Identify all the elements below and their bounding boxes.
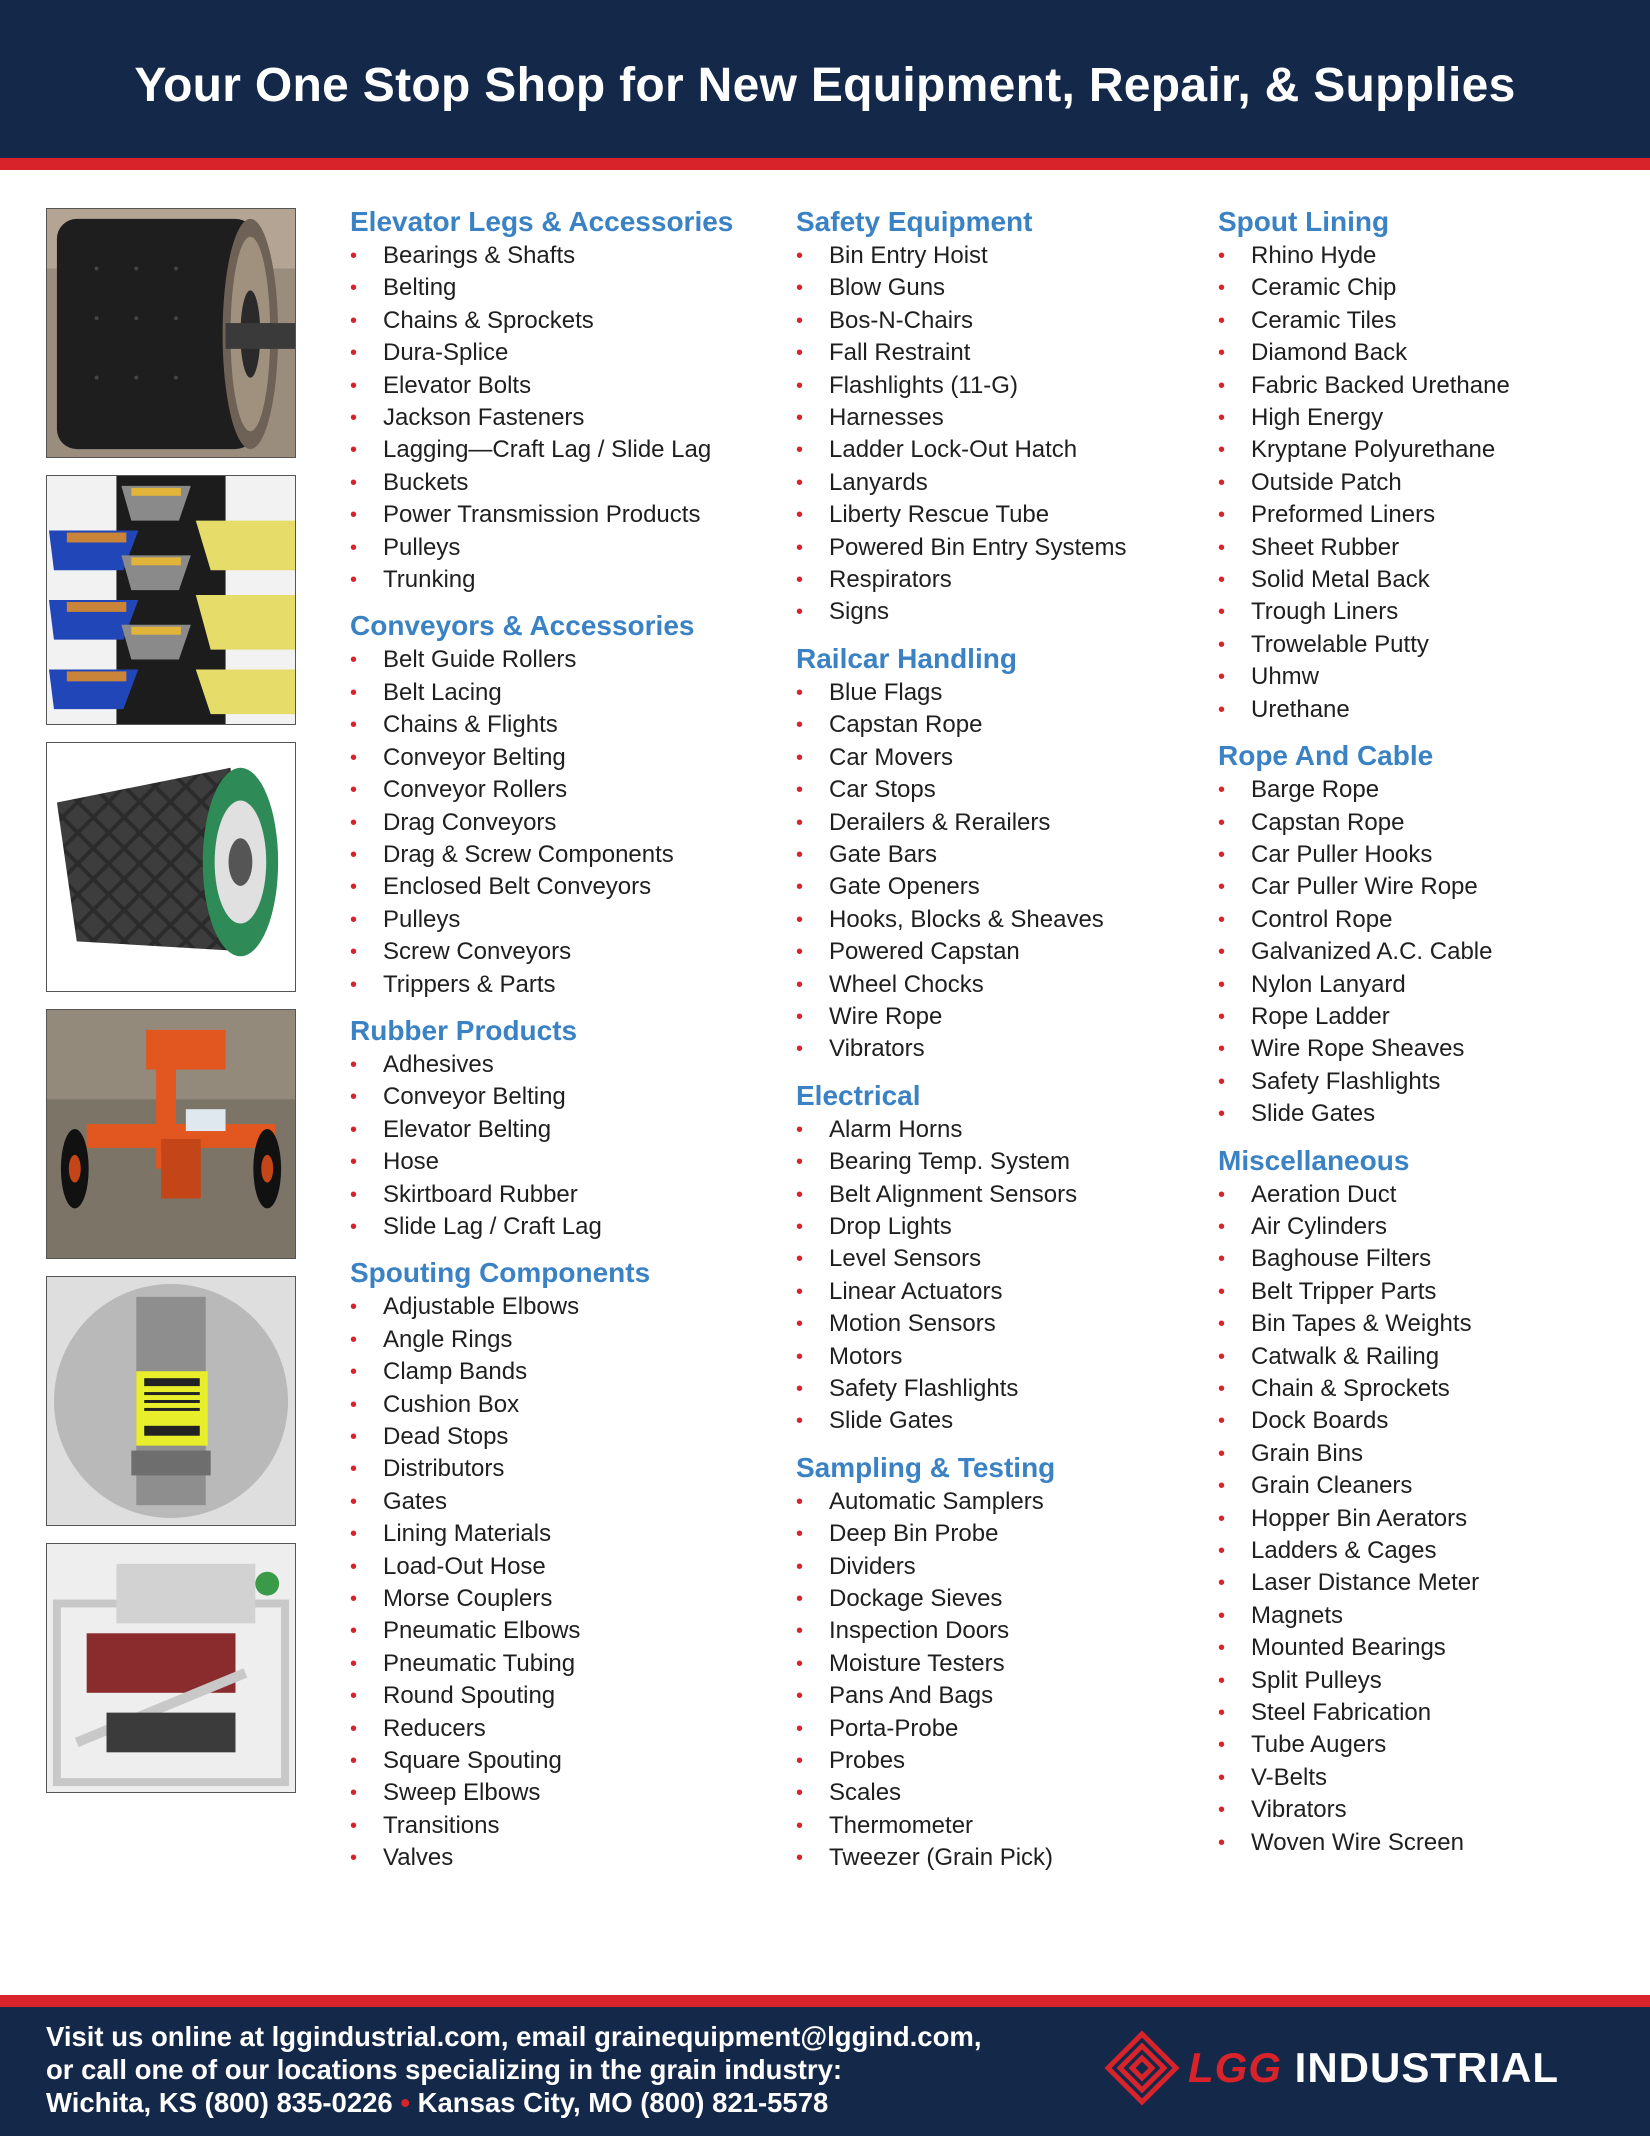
list-item: • Vibrators (796, 1033, 1196, 1065)
list-item: • Grain Cleaners (1218, 1470, 1638, 1502)
list-item: • Gates (350, 1486, 770, 1518)
list-item: • Dividers (796, 1551, 1196, 1583)
list-item: • Load-Out Hose (350, 1551, 770, 1583)
list-item: • Grain Bins (1218, 1438, 1638, 1470)
list-item: • Pulleys (350, 532, 770, 564)
list-item: • Rhino Hyde (1218, 240, 1638, 272)
list-item: • Powered Capstan (796, 936, 1196, 968)
list-item: • Enclosed Belt Conveyors (350, 871, 770, 903)
list-item: • Gate Bars (796, 839, 1196, 871)
list-item: • Preformed Liners (1218, 499, 1638, 531)
section-title: Electrical (796, 1079, 921, 1111)
list-item: • Powered Bin Entry Systems (796, 532, 1196, 564)
list-item: • Moisture Testers (796, 1648, 1196, 1680)
list-item: • Blue Flags (796, 677, 1196, 709)
list-item: • Slide Lag / Craft Lag (350, 1211, 770, 1243)
list-item: • Nylon Lanyard (1218, 969, 1638, 1001)
section-title: Conveyors & Accessories (350, 610, 695, 642)
list-item: • Hopper Bin Aerators (1218, 1503, 1638, 1535)
list-item: • Sheet Rubber (1218, 532, 1638, 564)
list-item: • Elevator Bolts (350, 370, 770, 402)
section-item-list (350, 1049, 770, 1243)
elevator-buckets-photo (46, 475, 296, 725)
list-item: • Capstan Rope (796, 709, 1196, 741)
list-item: • Belt Alignment Sensors (796, 1179, 1196, 1211)
section-title: Spout Lining (1218, 206, 1390, 237)
list-item: • Car Movers (796, 742, 1196, 774)
list-item: • Galvanized A.C. Cable (1218, 936, 1638, 968)
list-item: • Dura-Splice (350, 337, 770, 369)
location-wichita: Wichita, KS (800) 835-0226 (46, 2087, 393, 2118)
page-title: Your One Stop Shop for New Equipment, Repair, & Supplies (134, 58, 1516, 112)
list-item: • Safety Flashlights (796, 1373, 1196, 1405)
list-item: • Valves (350, 1842, 770, 1874)
list-item: • Vibrators (1218, 1794, 1638, 1826)
list-item: • Catwalk & Railing (1218, 1341, 1638, 1373)
list-item: • Gate Openers (796, 871, 1196, 903)
logo-brand-text: LGG (1188, 2044, 1282, 2091)
list-item: • Rope Ladder (1218, 1001, 1638, 1033)
list-item: • Elevator Belting (350, 1114, 770, 1146)
list-item: • Trowelable Putty (1218, 629, 1638, 661)
logo-word-text: INDUSTRIAL (1294, 2044, 1559, 2091)
list-item: • Control Rope (1218, 904, 1638, 936)
list-item: • Tweezer (Grain Pick) (796, 1842, 1196, 1874)
list-item: • Linear Actuators (796, 1276, 1196, 1308)
list-item: • Car Puller Hooks (1218, 839, 1638, 871)
list-item: • Belt Lacing (350, 677, 770, 709)
list-item: • Scales (796, 1777, 1196, 1809)
list-item: • Urethane (1218, 694, 1638, 726)
list-item: • Respirators (796, 564, 1196, 596)
list-item: • Dead Stops (350, 1421, 770, 1453)
list-item: • Dockage Sieves (796, 1583, 1196, 1615)
list-item: • Capstan Rope (1218, 807, 1638, 839)
section-title: Miscellaneous (1218, 1144, 1410, 1176)
list-item: • Chains & Sprockets (350, 305, 770, 337)
list-item: • Distributors (350, 1453, 770, 1485)
lgg-logo-mark-icon (1104, 2030, 1180, 2106)
section-item-list (1218, 240, 1638, 726)
list-item: • Kryptane Polyurethane (1218, 434, 1638, 466)
list-item: • Hose (350, 1146, 770, 1178)
section-title: Railcar Handling (796, 642, 1017, 674)
list-item: • Barge Rope (1218, 774, 1638, 806)
section-item-list (350, 240, 770, 596)
contact-line-website: Visit us online at lggindustrial.com, email grainequipment@lggind.com, (46, 2021, 982, 2052)
list-item: • Sweep Elbows (350, 1777, 770, 1809)
list-item: • Adjustable Elbows (350, 1291, 770, 1323)
list-item: • Liberty Rescue Tube (796, 499, 1196, 531)
list-item: • Pans And Bags (796, 1680, 1196, 1712)
location-separator: • (400, 2087, 410, 2118)
list-item: • Pulleys (350, 904, 770, 936)
list-item: • Probes (796, 1745, 1196, 1777)
section-item-list (1218, 774, 1638, 1130)
list-item: • Laser Distance Meter (1218, 1567, 1638, 1599)
list-item: • Wheel Chocks (796, 969, 1196, 1001)
list-item: • Power Transmission Products (350, 499, 770, 531)
section-item-list (350, 1291, 770, 1874)
list-item: • Jackson Fasteners (350, 402, 770, 434)
list-item: • Fall Restraint (796, 337, 1196, 369)
list-item: • Conveyor Belting (350, 1081, 770, 1113)
list-item: • Steel Fabrication (1218, 1697, 1638, 1729)
list-item: • Lanyards (796, 467, 1196, 499)
category-column-3 (1218, 204, 1638, 1871)
bin-entry-hatch-photo (46, 1276, 296, 1526)
list-item: • Adhesives (350, 1049, 770, 1081)
list-item: • Porta-Probe (796, 1713, 1196, 1745)
list-item: • Ladder Lock-Out Hatch (796, 434, 1196, 466)
list-item: • Bearings & Shafts (350, 240, 770, 272)
list-item: • Bin Entry Hoist (796, 240, 1196, 272)
list-item: • Chain & Sprockets (1218, 1373, 1638, 1405)
list-item: • Mounted Bearings (1218, 1632, 1638, 1664)
list-item: • Trippers & Parts (350, 969, 770, 1001)
list-item: • Conveyor Belting (350, 742, 770, 774)
list-item: • Screw Conveyors (350, 936, 770, 968)
list-item: • Aeration Duct (1218, 1179, 1638, 1211)
list-item: • Drag & Screw Components (350, 839, 770, 871)
contact-info (46, 2020, 981, 2119)
list-item: • Dock Boards (1218, 1405, 1638, 1437)
lagged-pulley-photo (46, 742, 296, 992)
list-item: • Uhmw (1218, 661, 1638, 693)
location-kansas-city: Kansas City, MO (800) 821-5578 (417, 2087, 829, 2118)
list-item: • Inspection Doors (796, 1615, 1196, 1647)
list-item: • Baghouse Filters (1218, 1243, 1638, 1275)
list-item: • Motors (796, 1341, 1196, 1373)
list-item: • Car Puller Wire Rope (1218, 871, 1638, 903)
list-item: • Skirtboard Rubber (350, 1179, 770, 1211)
list-item: • Drag Conveyors (350, 807, 770, 839)
list-item: • Blow Guns (796, 272, 1196, 304)
list-item: • Reducers (350, 1713, 770, 1745)
list-item: • Diamond Back (1218, 337, 1638, 369)
list-item: • Belt Tripper Parts (1218, 1276, 1638, 1308)
section-title: Rubber Products (350, 1014, 578, 1046)
section-title: Sampling & Testing (796, 1451, 1056, 1483)
list-item: • Alarm Horns (796, 1114, 1196, 1146)
list-item: • Clamp Bands (350, 1356, 770, 1388)
list-item: • Fabric Backed Urethane (1218, 370, 1638, 402)
section-item-list (796, 677, 1196, 1066)
lgg-industrial-logo (1104, 2030, 1564, 2114)
list-item: • Transitions (350, 1810, 770, 1842)
category-column-2 (796, 204, 1196, 1887)
list-item: • Woven Wire Screen (1218, 1827, 1638, 1859)
car-mover-photo (46, 1009, 296, 1259)
list-item: • Solid Metal Back (1218, 564, 1638, 596)
list-item: • Outside Patch (1218, 467, 1638, 499)
list-item: • Belting (350, 272, 770, 304)
list-item: • Automatic Samplers (796, 1486, 1196, 1518)
list-item: • Cushion Box (350, 1389, 770, 1421)
list-item: • Motion Sensors (796, 1308, 1196, 1340)
list-item: • Buckets (350, 467, 770, 499)
list-item: • Bearing Temp. System (796, 1146, 1196, 1178)
list-item: • Wire Rope Sheaves (1218, 1033, 1638, 1065)
header-red-stripe (0, 158, 1650, 170)
list-item: • Signs (796, 596, 1196, 628)
category-column-1 (350, 204, 770, 1887)
section-title: Rope And Cable (1218, 740, 1434, 772)
list-item: • Tube Augers (1218, 1729, 1638, 1761)
list-item: • Ceramic Tiles (1218, 305, 1638, 337)
section-item-list (796, 1114, 1196, 1438)
section-item-list (1218, 1179, 1638, 1860)
list-item: • Harnesses (796, 402, 1196, 434)
section-title: Elevator Legs & Accessories (350, 206, 734, 237)
list-item: • Square Spouting (350, 1745, 770, 1777)
section-item-list (796, 1486, 1196, 1875)
contact-line-intro: or call one of our locations specializing in the grain industry: (46, 2054, 843, 2085)
list-item: • Chains & Flights (350, 709, 770, 741)
list-item: • Drop Lights (796, 1211, 1196, 1243)
list-item: • Magnets (1218, 1600, 1638, 1632)
list-item: • Bos-N-Chairs (796, 305, 1196, 337)
section-title: Safety Equipment (796, 206, 1033, 237)
section-title: Spouting Components (350, 1257, 651, 1289)
list-item: • Angle Rings (350, 1324, 770, 1356)
list-item: • Lining Materials (350, 1518, 770, 1550)
section-item-list (796, 240, 1196, 629)
list-item: • Slide Gates (796, 1405, 1196, 1437)
list-item: • Bin Tapes & Weights (1218, 1308, 1638, 1340)
contact-line-locations (46, 2086, 981, 2119)
list-item: • High Energy (1218, 402, 1638, 434)
list-item: • Thermometer (796, 1810, 1196, 1842)
list-item: • Pneumatic Tubing (350, 1648, 770, 1680)
list-item: • Ladders & Cages (1218, 1535, 1638, 1567)
list-item: • Conveyor Rollers (350, 774, 770, 806)
list-item: • Derailers & Rerailers (796, 807, 1196, 839)
list-item: • Level Sensors (796, 1243, 1196, 1275)
list-item: • Belt Guide Rollers (350, 644, 770, 676)
list-item: • Deep Bin Probe (796, 1518, 1196, 1550)
list-item: • Pneumatic Elbows (350, 1615, 770, 1647)
footer-red-stripe (0, 1995, 1650, 2007)
list-item: • Morse Couplers (350, 1583, 770, 1615)
list-item: • Trunking (350, 564, 770, 596)
list-item: • Round Spouting (350, 1680, 770, 1712)
conveyor-belt-roll-photo (46, 208, 296, 458)
list-item: • Wire Rope (796, 1001, 1196, 1033)
list-item: • Hooks, Blocks & Sheaves (796, 904, 1196, 936)
list-item: • Car Stops (796, 774, 1196, 806)
list-item: • Trough Liners (1218, 596, 1638, 628)
list-item: • Lagging—Craft Lag / Slide Lag (350, 434, 770, 466)
list-item: • Split Pulleys (1218, 1665, 1638, 1697)
grain-cleaner-machine-photo (46, 1543, 296, 1793)
list-item: • Ceramic Chip (1218, 272, 1638, 304)
section-item-list (350, 644, 770, 1000)
list-item: • Safety Flashlights (1218, 1066, 1638, 1098)
list-item: • Air Cylinders (1218, 1211, 1638, 1243)
list-item: • Slide Gates (1218, 1098, 1638, 1130)
list-item: • V-Belts (1218, 1762, 1638, 1794)
list-item: • Flashlights (11-G) (796, 370, 1196, 402)
